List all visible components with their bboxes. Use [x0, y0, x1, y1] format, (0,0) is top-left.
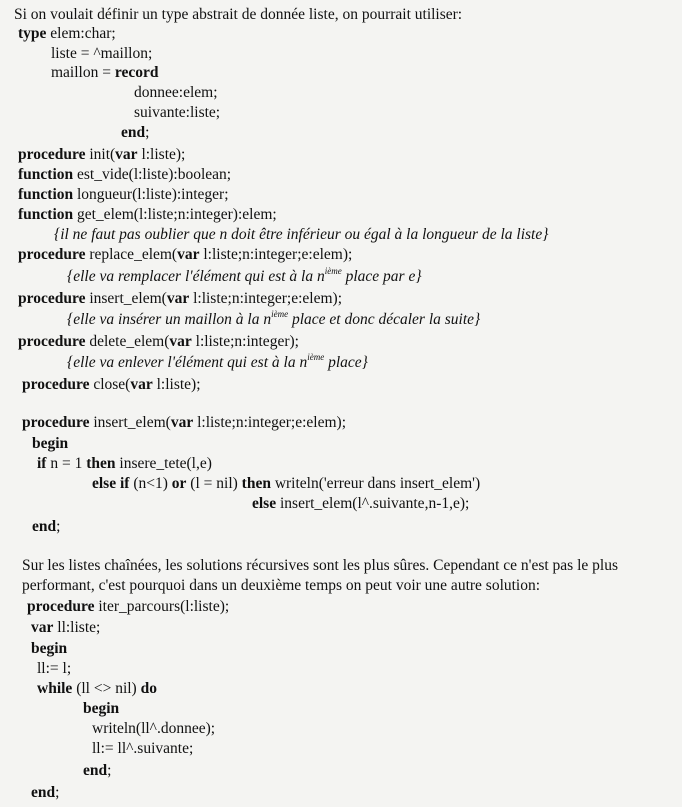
decl-est-vide: function est_vide(l:liste):boolean;: [18, 166, 232, 183]
decl-replace-elem: procedure replace_elem(var l:liste;n:integer;e:elem);: [18, 246, 353, 263]
comment-get-elem: {il ne faut pas oublier que n doit être inférieur ou égal à la longueur de la liste}: [54, 226, 549, 243]
decl-close: procedure close(var l:liste);: [22, 376, 201, 393]
iter-impl-advance: ll:= ll^.suivante;: [92, 740, 194, 757]
decl-longueur: function longueur(l:liste):integer;: [18, 186, 229, 203]
keyword: record: [114, 64, 159, 81]
decl-insert-elem: procedure insert_elem(var l:liste;n:integer;e:elem);: [18, 290, 343, 307]
iter-impl-while: while (ll <> nil) do: [37, 680, 157, 697]
record-field-suivante: suivante:liste;: [134, 104, 221, 121]
insert-impl-begin: begin: [32, 435, 69, 452]
iter-impl-writeln: writeln(ll^.donnee);: [92, 720, 216, 737]
paragraph-line-1: Sur les listes chaînées, les solutions récursives sont les plus sûres. Cependant ce n'est pas le plus: [22, 557, 618, 574]
insert-impl-else-if: else if (n<1) or (l = nil) then writeln('erreur dans insert_elem'): [92, 475, 481, 492]
iter-impl-var: var ll:liste;: [31, 619, 101, 636]
iter-impl-assign: ll:= l;: [37, 660, 72, 677]
intro-text: Si on voulait définir un type abstrait de donnée liste, on pourrait utiliser:: [14, 6, 463, 23]
maillon-decl-line: maillon = record: [51, 64, 159, 81]
decl-delete-elem: procedure delete_elem(var l:liste;n:integer);: [18, 333, 299, 350]
comment-replace-elem: {elle va remplacer l'élément qui est à la $n^{ième}$ place par e}: [67, 266, 422, 285]
keyword: end: [121, 124, 146, 141]
record-end-line: end;: [121, 124, 150, 141]
insert-impl-end: end;: [32, 518, 61, 535]
iter-impl-inner-begin: begin: [83, 700, 120, 717]
decl-init: procedure init(var l:liste);: [18, 146, 186, 163]
liste-decl-line: liste = ^maillon;: [51, 45, 153, 62]
decl-get-elem: function get_elem(l:liste;n:integer):elem;: [18, 206, 277, 223]
record-field-donnee: donnee:elem;: [134, 84, 218, 101]
keyword: type: [18, 25, 47, 42]
insert-impl-header: procedure insert_elem(var l:liste;n:integer;e:elem);: [22, 414, 347, 431]
type-decl-line: type elem:char;: [18, 25, 116, 42]
comment-insert-elem: {elle va insérer un maillon à la $n^{ième}$ place et donc décaler la suite}: [67, 309, 481, 328]
insert-impl-if: if n = 1 then insere_tete(l,e): [37, 455, 212, 472]
iter-impl-inner-end: end;: [83, 762, 112, 779]
iter-impl-begin: begin: [31, 640, 68, 657]
iter-impl-header: procedure iter_parcours(l:liste);: [27, 598, 230, 615]
insert-impl-else: else insert_elem(l^.suivante,n-1,e);: [252, 495, 470, 512]
comment-delete-elem: {elle va enlever l'élément qui est à la $n^{ième}$ place}: [67, 352, 368, 371]
paragraph-line-2: performant, c'est pourquoi dans un deuxième temps on peut voir une autre solution:: [22, 577, 541, 594]
iter-impl-end: end;: [31, 784, 60, 801]
